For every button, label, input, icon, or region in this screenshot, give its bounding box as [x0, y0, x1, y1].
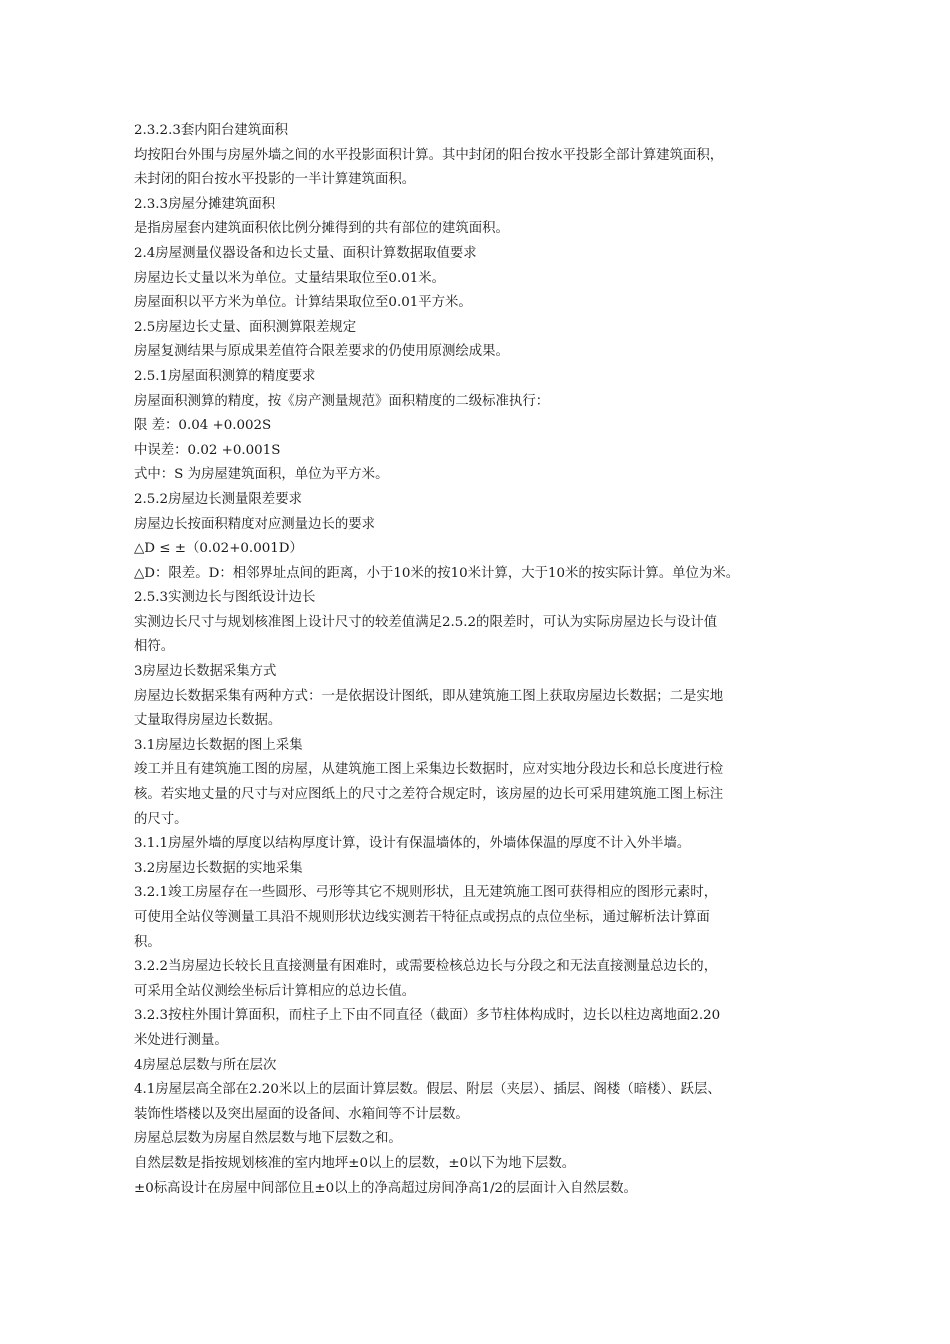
heading-3: 3房屋边长数据采集方式 [134, 664, 277, 680]
formula-limit: 限 差：0.04 +0.002S [134, 418, 272, 434]
heading-2-5: 2.5房屋边长丈量、面积测算限差规定 [134, 319, 357, 335]
paragraph-line: 房屋总层数为房屋自然层数与地下层数之和。 [134, 1131, 402, 1147]
paragraph-line: 房屋边长数据采集有两种方式：一是依据设计图纸，即从建筑施工图上获取房屋边长数据；二是实地 [134, 688, 724, 704]
paragraph-line: 相符。 [134, 639, 175, 655]
heading-2-5-2: 2.5.2房屋边长测量限差要求 [134, 491, 302, 507]
paragraph-line: 房屋边长丈量以米为单位。丈量结果取位至0.01米。 [134, 270, 446, 286]
formula-delta-d: △D ≤ ±（0.02+0.001D） [134, 541, 303, 557]
paragraph-line: 房屋边长按面积精度对应测量边长的要求 [134, 516, 376, 532]
heading-3-1: 3.1房屋边长数据的图上采集 [134, 737, 303, 753]
paragraph-line: 式中：S 为房屋建筑面积，单位为平方米。 [134, 467, 389, 483]
paragraph-line: 均按阳台外围与房屋外墙之间的水平投影面积计算。其中封闭的阳台按水平投影全部计算建筑面积， [134, 147, 724, 163]
heading-4: 4房屋总层数与所在层次 [134, 1057, 277, 1073]
paragraph-line: 房屋面积以平方米为单位。计算结果取位至0.01平方米。 [134, 295, 472, 311]
heading-2-4: 2.4房屋测量仪器设备和边长丈量、面积计算数据取值要求 [134, 245, 477, 261]
paragraph-line: 4.1房屋层高全部在2.20米以上的层面计算层数。假层、附层（夹层）、插层、阁楼（暗楼）、跃层、 [134, 1082, 721, 1098]
paragraph-line: 3.2.2当房屋边长较长且直接测量有困难时，或需要检核总边长与分段之和无法直接测量总边长的， [134, 959, 718, 975]
heading-3-2: 3.2房屋边长数据的实地采集 [134, 860, 303, 876]
paragraph-line: 3.2.1竣工房屋存在一些圆形、弓形等其它不规则形状，且无建筑施工图可获得相应的图形元素时， [134, 885, 718, 901]
paragraph-line: 房屋复测结果与原成果差值符合限差要求的仍使用原测绘成果。 [134, 344, 509, 360]
heading-2-5-1: 2.5.1房屋面积测算的精度要求 [134, 368, 316, 384]
paragraph-line: 是指房屋套内建筑面积依比例分摊得到的共有部位的建筑面积。 [134, 221, 509, 237]
paragraph-line: 未封闭的阳台按水平投影的一半计算建筑面积。 [134, 172, 416, 188]
heading-2-3-3: 2.3.3房屋分摊建筑面积 [134, 196, 276, 212]
paragraph-line: △D：限差。D：相邻界址点间的距离，小于10米的按10米计算，大于10米的按实际计算。单位为米。 [134, 565, 740, 581]
paragraph-line: 自然层数是指按规划核准的室内地坪±0以上的层数，±0以下为地下层数。 [134, 1155, 576, 1171]
paragraph-line: 房屋面积测算的精度，按《房产测量规范》面积精度的二级标准执行： [134, 393, 550, 409]
paragraph-line: 3.2.3按柱外围计算面积，而柱子上下由不同直径（截面）多节柱体构成时，边长以柱边离地面2.20 [134, 1008, 721, 1024]
paragraph-line: 装饰性塔楼以及突出屋面的设备间、水箱间等不计层数。 [134, 1106, 469, 1122]
paragraph-line: ±0标高设计在房屋中间部位且±0以上的净高超过房间净高1/2的层面计入自然层数。 [134, 1180, 637, 1196]
document-body [134, 119, 774, 1201]
paragraph-line: 米处进行测量。 [134, 1032, 228, 1048]
paragraph-line: 可采用全站仪测绘坐标后计算相应的总边长值。 [134, 983, 416, 999]
formula-error: 中误差：0.02 +0.001S [134, 442, 281, 458]
paragraph-line: 核。若实地丈量的尺寸与对应图纸上的尺寸之差符合规定时，该房屋的边长可采用建筑施工图上标注 [134, 787, 724, 803]
heading-2-3-2-3: 2.3.2.3套内阳台建筑面积 [134, 123, 288, 138]
heading-2-5-3: 2.5.3实测边长与图纸设计边长 [134, 590, 316, 606]
paragraph-line: 可使用全站仪等测量工具沿不规则形状边线实测若干特征点或拐点的点位坐标，通过解析法计算面 [134, 910, 710, 925]
paragraph-line: 3.1.1房屋外墙的厚度以结构厚度计算，设计有保温墙体的，外墙体保温的厚度不计入外半墙。 [134, 836, 691, 852]
paragraph-line: 竣工并且有建筑施工图的房屋，从建筑施工图上采集边长数据时，应对实地分段边长和总长度进行检 [134, 762, 724, 778]
paragraph-line: 丈量取得房屋边长数据。 [134, 713, 282, 729]
paragraph-line: 的尺寸。 [134, 811, 188, 827]
paragraph-line: 积。 [134, 934, 161, 950]
paragraph-line: 实测边长尺寸与规划核准图上设计尺寸的较差值满足2.5.2的限差时，可认为实际房屋边长与设计值 [134, 614, 718, 630]
